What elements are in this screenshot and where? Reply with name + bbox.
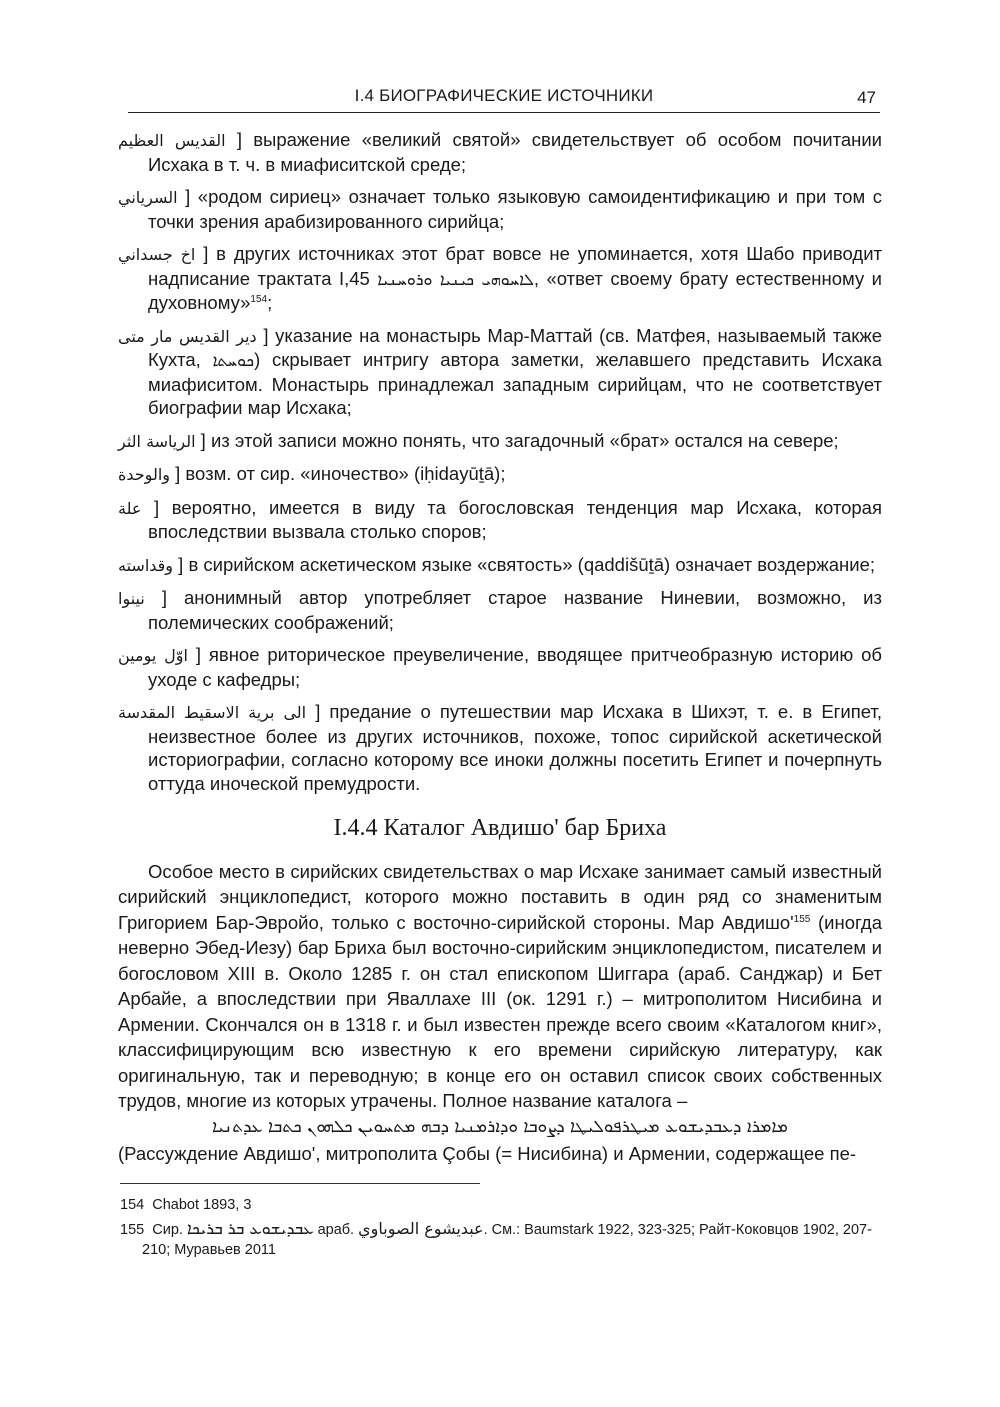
footnote [120,1195,882,1215]
syriac-name: ܥܒܕܝܫܘܥ ܒܪ ܒܪܝܟܐ [186,1219,314,1238]
arabic-lemma: اوّل يومين [118,646,188,665]
arabic-lemma: وقداسته [118,555,174,575]
footnote-ref[interactable]: 155 [793,913,811,925]
note-text: ] указание на монастырь Мар-Маттай (св. Матфея, называемый также Кухта, [148,324,883,370]
commentary-note [118,586,882,634]
note-text-continued: , «ответ своему брату естественному и духовному» [148,267,882,313]
syriac-quote: ܠܐܚܘܗܝ ܟܝܢܝܐ ܘܪܘܚܢܝܐ [377,269,534,289]
note-text: ] явное риторическое преувеличение, вводящее притчеобразную историю об уходе с кафедры; [148,644,882,690]
footnote-number: 154 [120,1197,145,1213]
arabic-name: عبديشوع الصوباوي [358,1219,484,1238]
commentary-note [118,643,882,691]
commentary-note [118,700,882,795]
note-text: ] в других источниках этот брат вовсе не упоминается, хотя Шабо приводит надписание трактата I,45 [148,243,883,289]
footnote-text: араб. [317,1222,355,1238]
commentary-note [118,553,882,578]
commentary-note [118,128,882,176]
arabic-lemma: علة [118,498,142,518]
body-paragraph [118,859,882,1114]
footnote-text: Сир. [152,1222,183,1238]
paragraph-text-continued: (иногда неверно Эбед-Иезу) бар Бриха был восточно-сирийским энциклопедистом, писателем и богословом XIII в. Около 1285 г. он стал епископом Шиггара (араб. Санджар) и Бет Арбайе, а впоследствии при Яваллахе III (ок. 1291 г.) – митрополитом Нисибина и Армении. Скончался он в 1318 г. и был известен прежде всего своим «Каталогом книг», классифицирующим всю известную к его времени сирийскую литературу, как оригинальную, так и переводную; в конце его он оставил список своих собственных трудов, многие из которых утрачены. Полное название каталога – [118,911,882,1111]
commentary-note [118,185,882,233]
note-text: ] из этой записи можно понять, что загадочный «брат» остался на севере; [200,429,839,451]
footnotes [120,1195,882,1264]
note-text: ] анонимный автор употребляет старое название Ниневии, возможно, из полемических соображений; [148,587,882,633]
arabic-lemma: السرياني [118,188,178,207]
page-number: 47 [857,88,876,107]
section-heading: I.4.4 Каталог Авдишо' бар Бриха [333,815,667,841]
arabic-lemma: دير القديس مار متى [118,326,257,346]
arabic-lemma: الى برية الاسقيط المقدسة [118,703,307,722]
note-text: ] выражение «великий святой» свидетельствует об особом почитании Исхака в т. ч. в миафиситской среде; [148,129,883,175]
syriac-catalog-title: ܡܐܡܪܐ ܕܥܒܕܝܫܘܥ ܡܝܛܪܦܘܠܝܛܐ ܕܨܘܒܐ ܘܕܐܪܡܢܝܐ ܕܒܗ ܡܬܚܘܝܢ ܟܠܗܘܢ ܟܬܒܐ ܥܕܬܢܝܐ [212,1116,788,1137]
arabic-lemma: اخ جسداني [118,245,196,264]
syriac-word: ܟܘܚܬܐ [212,351,255,370]
note-text-continued: ) скрывает интригу автора заметки, желавшего представить Исхака миафиситом. Монастырь принадлежал западным сирийцам, что не соответствует биографии мар Исхака; [148,349,882,418]
note-end: ; [267,292,273,313]
running-header [128,86,880,113]
arabic-lemma: والوحدة [118,465,170,484]
footnote-text-continued: . См.: Baumstark 1922, 323-325; Райт-Коковцов 1902, 207-210; Муравьев 2011 [142,1222,872,1258]
body-paragraph-continued [118,1141,882,1167]
arabic-lemma: الرياسة الثر [118,431,196,451]
footnote-number: 155 [120,1222,145,1238]
paragraph-text: (Рассуждение Авдишо', митрополита Çобы (= Нисибина) и Армении, содержащее пе- [118,1143,857,1164]
commentary-note [118,324,882,420]
footnote [120,1219,882,1260]
footnote-ref[interactable]: 154 [250,293,268,305]
commentary-note [118,429,882,454]
commentary-note [118,462,882,487]
footnote-divider [120,1183,480,1184]
main-text [118,128,882,1167]
arabic-lemma: نينوا [118,589,145,608]
paragraph-text: Особое место в сирийских свидетельствах о мар Исхаке занимает самый известный сирийский энциклопедист, которого можно поставить в один ряд со знаменитым Григорием Бар-Эвройо, только с восточно-сирийской стороны. Мар Авдишо' [118,860,882,933]
commentary-note [118,496,882,544]
commentary-note [118,242,882,315]
footnote-text: Chabot 1893, 3 [152,1197,252,1213]
note-text: ] «родом сириец» означает только языковую самоидентификацию и при том с точки зрения арабизированного сирийца; [148,186,882,232]
note-text: ] предание о путешествии мар Исхака в Шихэт, т. е. в Египет, неизвестное более из других источников, похоже, топос сирийской аскетической историографии, согласно которому все иноки должны посетить Египет и почерпнуть оттуда иноческой премудрости. [148,701,882,794]
running-title: I.4 БИОГРАФИЧЕСКИЕ ИСТОЧНИКИ [354,86,654,105]
note-text: ] вероятно, имеется в виду та богословская тенденция мар Исхака, которая впоследствии вызвала столько споров; [148,496,882,542]
note-text: ] возм. от сир. «иночество» (iḥidayūṯā); [175,463,506,484]
arabic-lemma: القديس العظيم [118,131,226,150]
note-text: ] в сирийском аскетическом языке «святость» (qaddišūṯā) означает воздержание; [178,553,876,575]
